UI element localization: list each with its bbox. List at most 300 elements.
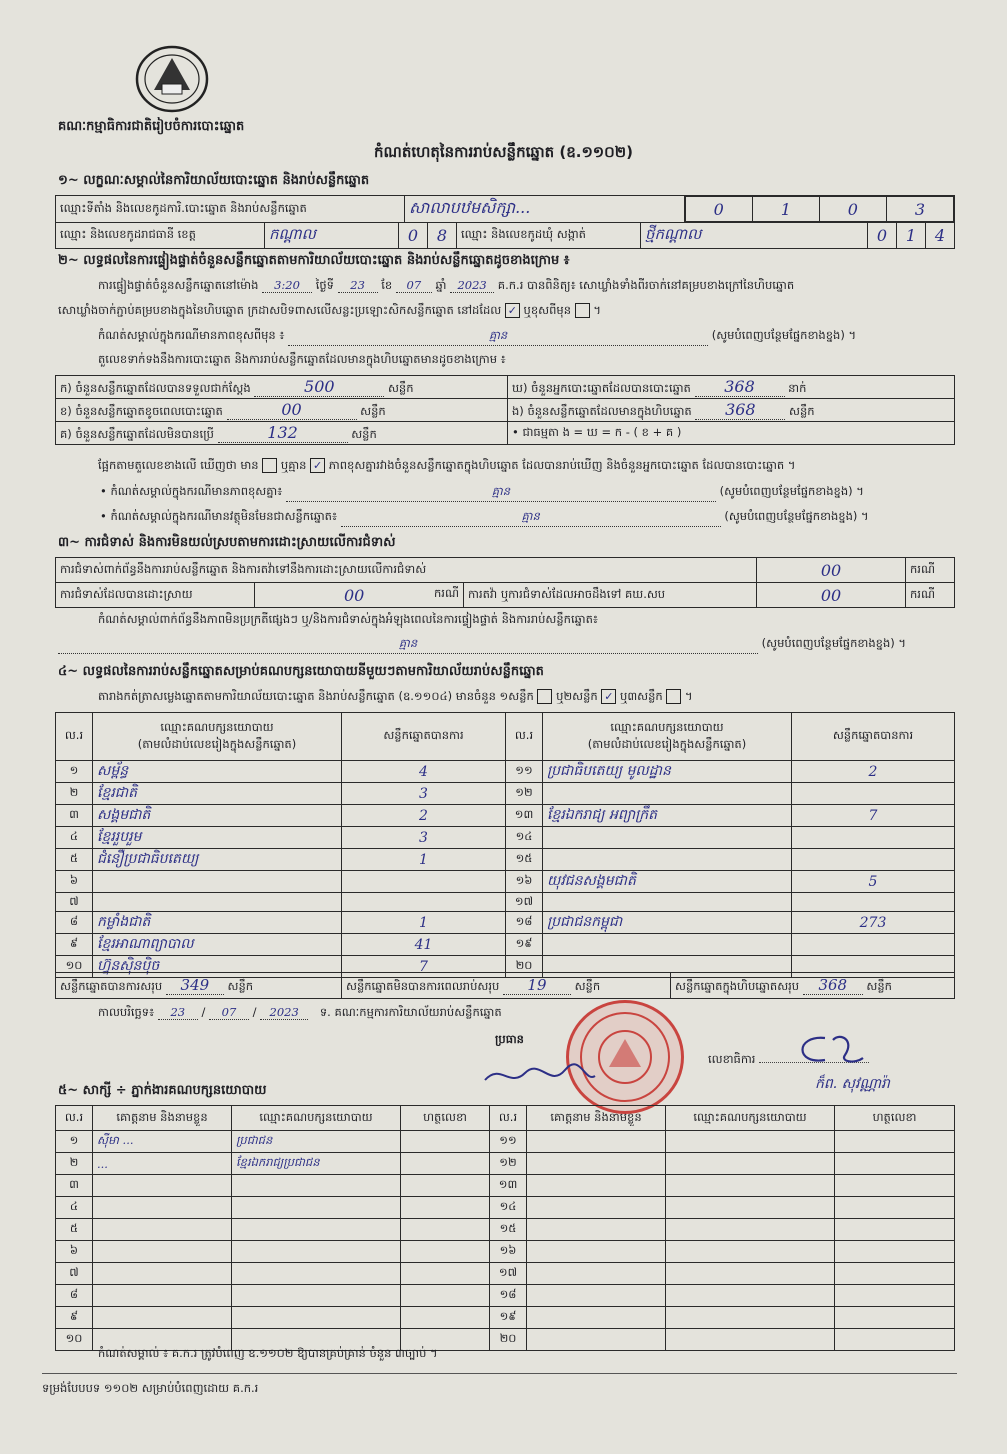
witness-name [93, 1219, 232, 1241]
witness-signature [401, 1219, 490, 1241]
place-code-digit: 0 [685, 197, 752, 222]
party-name: សង្គមជាតិ [93, 805, 342, 827]
witness-party [232, 1175, 401, 1197]
complaints-table [55, 557, 955, 608]
section4-heading: ៤~ លទ្ធផលនៃការរាប់សន្លឹកឆ្នោតសម្រាប់គណបក្សនយោបាយនីមួយៗតាមការិយាល័យរាប់សន្លឹកឆ្នោត [58, 664, 544, 679]
irregularity-note-label: កំណត់សម្គាល់ពាក់ព័ន្ធនឹងភាពមិនប្រក្រតីផ្សេងៗ ឬ/និងការជំទាស់ក្នុងអំឡុងពេលនៃការផ្ទៀងផ្ទាត់ និងការរាប់សន្លឹកឆ្នោត៖ [98, 612, 598, 626]
count-unit: សន្លឹក [789, 403, 815, 418]
count-value: 132 [218, 423, 348, 443]
secretary-label: លេខាធិការ [708, 1052, 756, 1066]
two-sheets-checkbox[interactable]: ✓ [601, 689, 616, 704]
witness-party [232, 1307, 401, 1329]
witness-no: ១០ [56, 1329, 93, 1351]
witness-name [93, 1263, 232, 1285]
chair-label: ប្រធាន [495, 1032, 524, 1046]
invalid-total-label: សន្លឹកឆ្នោតមិនបានការពេលរាប់សរុប [346, 978, 500, 993]
ballot-box-total-value: 368 [803, 976, 863, 995]
col-sign: ហត្ថលេខា [835, 1106, 955, 1131]
signing-date-line: កាលបរិច្ឆេទ៖ 23 / 07 / 2023 ទ. គណៈកម្មការការិយាល័យរាប់សន្លឹកឆ្នោត [98, 1005, 502, 1019]
resolved-unit: ករណី [434, 585, 459, 600]
party-name: ខ្មែរឯករាជ្យ អព្យាក្រឹត [543, 805, 792, 827]
col-party: ឈ្មោះគណបក្សនយោបាយ [666, 1106, 835, 1131]
difference-note-value: គ្មាន [288, 328, 708, 346]
one-sheet-checkbox[interactable] [537, 689, 552, 704]
valid-total-label: សន្លឹកឆ្នោតបានការសរុប [60, 978, 163, 993]
party-name [93, 871, 342, 893]
witness-signature [401, 1263, 490, 1285]
witness-no: ១៥ [490, 1219, 527, 1241]
commune-code-digit: 4 [926, 223, 955, 249]
section1-heading: ១~ លក្ខណៈសម្គាល់នៃការិយាល័យបោះឆ្នោត និងរាប់សន្លឹកឆ្នោត [58, 173, 370, 188]
witness-row [56, 1241, 955, 1263]
witness-name: ... [93, 1153, 232, 1175]
witness-party [666, 1329, 835, 1351]
witness-name [527, 1153, 666, 1175]
witness-name [93, 1241, 232, 1263]
difference-none-checkbox[interactable]: ✓ [310, 458, 325, 473]
place-label: ឈ្មោះទីតាំង និងលេខកូដការិ.បោះឆ្នោត និងរាប់សន្លឹកឆ្នោត [56, 196, 405, 223]
witness-no: ៨ [56, 1285, 93, 1307]
seal-check-text: គ.ក.រ បានពិនិត្យ៖ សោឃ្លាំងទាំងពីរចាក់នៅគម្របខាងក្រៅនៃហិបឆ្នោត [497, 278, 795, 292]
party-no: ៦ [56, 871, 93, 893]
appeal-label: ការតវ៉ា ឬការជំទាស់ដែលអាចដឹងទៅ គឃ.សប [464, 583, 757, 608]
count-unit: សន្លឹក [360, 403, 386, 418]
committee-label: ទ. គណៈកម្មការការិយាល័យរាប់សន្លឹកឆ្នោត [319, 1005, 502, 1019]
fill-more-note: (សូមបំពេញបន្ថែមផ្នែកខាងខ្នង) ។ [761, 636, 906, 650]
witness-row [56, 1131, 955, 1153]
party-votes [342, 871, 506, 893]
col-party [93, 713, 342, 761]
date-year: 2023 [260, 1005, 308, 1020]
line-end: ។ [593, 303, 601, 317]
witness-name [527, 1197, 666, 1219]
witness-signature [401, 1285, 490, 1307]
witness-signature [835, 1131, 955, 1153]
complaints-label: ការជំទាស់ពាក់ព័ន្ធនឹងការរាប់សន្លឹកឆ្នោត និងការតវ៉ាទៅនឹងការដោះស្រាយលើការជំទាស់ [56, 558, 757, 583]
month-label: ខែ [381, 278, 393, 292]
party-no: ៣ [56, 805, 93, 827]
witness-no: ១១ [490, 1131, 527, 1153]
secretary-signature [785, 1030, 865, 1074]
bullet2-value: គ្មាន [341, 509, 721, 527]
witness-no: ២០ [490, 1329, 527, 1351]
party-votes: 5 [792, 871, 955, 893]
col-name: គោត្តនាម និងនាមខ្លួន [93, 1106, 232, 1131]
party-row [56, 783, 955, 805]
year-value: 2023 [450, 278, 494, 293]
province-code-digit: 8 [428, 223, 457, 249]
party-no: ១១ [506, 761, 543, 783]
witness-party [666, 1219, 835, 1241]
place-code-digit: 1 [752, 197, 819, 222]
appeal-unit: ករណី [906, 583, 955, 608]
witness-party [666, 1197, 835, 1219]
irregularity-note-line [58, 636, 950, 654]
witness-name [93, 1175, 232, 1197]
party-no: ១៨ [506, 912, 543, 934]
witness-name [93, 1285, 232, 1307]
place-code-digit: 0 [819, 197, 886, 222]
party-votes: 4 [342, 761, 506, 783]
unchanged-checkbox[interactable]: ✓ [505, 303, 520, 318]
count-label: ខ) ចំនួនសន្លឹកឆ្នោតខូចពេលបោះឆ្នោត [60, 403, 223, 418]
witness-name [527, 1329, 666, 1351]
count-value: 00 [227, 400, 357, 420]
bullet2-line [100, 509, 950, 527]
day-label: ថ្ងៃទី [315, 278, 334, 292]
party-no: ១២ [506, 783, 543, 805]
witness-party [232, 1263, 401, 1285]
fill-more-note: (សូមបំពេញបន្ថែមផ្នែកខាងខ្នង) ។ [724, 509, 869, 523]
witness-no: ១៧ [490, 1263, 527, 1285]
counts-row [56, 376, 955, 399]
appeal-value: 00 [757, 583, 906, 608]
witness-name [527, 1219, 666, 1241]
party-no: ៥ [56, 849, 93, 871]
party-votes [792, 893, 955, 912]
org-name: គណៈកម្មាធិការជាតិរៀបចំការបោះឆ្នោត [58, 119, 245, 134]
bullet2-label: • កំណត់សម្គាល់ក្នុងករណីមានវត្ថុមិនមែនជាសន្លឹកឆ្នោត៖ [100, 509, 338, 523]
witness-party [666, 1131, 835, 1153]
witness-name [527, 1285, 666, 1307]
witness-signature [835, 1263, 955, 1285]
col-no: ល.រ [506, 713, 543, 761]
count-value: 368 [695, 377, 785, 397]
commune-value: ថ្មីកណ្ដាល [641, 223, 868, 249]
witness-row [56, 1285, 955, 1307]
col-party: ឈ្មោះគណបក្សនយោបាយ [232, 1106, 401, 1131]
changed-label: ឬខុសពីមុន [523, 303, 571, 317]
witness-no: ៤ [56, 1197, 93, 1219]
count-value: 500 [254, 377, 384, 397]
col-name: គោត្តនាម និងនាមខ្លួន [527, 1106, 666, 1131]
province-code-digit: 0 [399, 223, 428, 249]
verification-time-line [98, 278, 794, 295]
party-name: ខ្មែររួបរួម [93, 827, 342, 849]
witness-signature [401, 1241, 490, 1263]
witness-party [666, 1241, 835, 1263]
witness-row [56, 1153, 955, 1175]
col-party-sub: (តាមលំដាប់លេខរៀងក្នុងសន្លឹកឆ្នោត) [137, 736, 297, 751]
witness-name [527, 1131, 666, 1153]
witness-signature [401, 1197, 490, 1219]
party-row [56, 912, 955, 934]
three-sheets-label: ឬ៣សន្លឹក [620, 689, 663, 703]
col-no: ល.រ [56, 713, 93, 761]
count-label: ឃ) ចំនួនអ្នកបោះឆ្នោតដែលបានបោះឆ្នោត [512, 380, 691, 395]
count-unit: នាក់ [788, 380, 807, 395]
three-sheets-checkbox[interactable] [666, 689, 681, 704]
witness-party [666, 1175, 835, 1197]
party-no: ១៧ [506, 893, 543, 912]
witness-name [527, 1307, 666, 1329]
year-label: ឆ្នាំ [435, 278, 447, 292]
party-row [56, 761, 955, 783]
col-no: ល.រ [56, 1106, 93, 1131]
count-label: ង) ចំនួនសន្លឹកឆ្នោតដែលមានក្នុងហិបឆ្នោត [512, 403, 692, 418]
witness-row [56, 1263, 955, 1285]
difference-yes-checkbox[interactable] [262, 458, 277, 473]
witness-party [232, 1197, 401, 1219]
footer-divider [42, 1373, 957, 1374]
witness-party [666, 1285, 835, 1307]
day-value: 23 [338, 278, 378, 293]
fill-more-note: (សូមបំពេញបន្ថែមផ្នែកខាងខ្នង) ។ [719, 484, 864, 498]
line-end: ។ [685, 689, 693, 703]
date-label: កាលបរិច្ឆេទ៖ [98, 1005, 155, 1019]
witness-signature [835, 1219, 955, 1241]
party-no: ១០ [56, 956, 93, 978]
party-votes: 1 [342, 912, 506, 934]
place-code-digit: 3 [886, 197, 953, 222]
section1-table-row2 [55, 222, 955, 249]
witness-signature [835, 1307, 955, 1329]
witness-signature [835, 1241, 955, 1263]
witness-party [666, 1153, 835, 1175]
unit: សន្លឹក [227, 978, 254, 993]
witness-signature [835, 1197, 955, 1219]
col-party-sub: (តាមលំដាប់លេខរៀងក្នុងសន្លឹកឆ្នោត) [587, 736, 747, 751]
col-party-title: ឈ្មោះគណបក្សនយោបាយ [160, 719, 274, 734]
party-name: ប្រជាធិបតេយ្យ មូលដ្ឋាន [543, 761, 792, 783]
party-no: ២០ [506, 956, 543, 978]
party-row [56, 827, 955, 849]
compare-text: ផ្អែកតាមតួលេខខាងលើ ឃើញថា មាន [98, 458, 259, 472]
col-no: ល.រ [490, 1106, 527, 1131]
party-no: ១៦ [506, 871, 543, 893]
changed-checkbox[interactable] [575, 303, 590, 318]
party-no: ១៤ [506, 827, 543, 849]
bullet1-label: • កំណត់សម្គាល់ក្នុងករណីមានភាពខុសគ្នា៖ [100, 484, 283, 498]
party-votes [342, 893, 506, 912]
party-no: ៨ [56, 912, 93, 934]
witness-no: ៧ [56, 1263, 93, 1285]
witness-name [527, 1175, 666, 1197]
counts-table [55, 375, 955, 445]
witness-signature [401, 1131, 490, 1153]
sheet-count-line [98, 689, 693, 706]
party-no: ៤ [56, 827, 93, 849]
difference-note-label: កំណត់សម្គាល់ក្នុងករណីមានភាពខុសពីមុន ៖ [98, 328, 285, 342]
witness-no: ១៤ [490, 1197, 527, 1219]
witness-no: ៦ [56, 1241, 93, 1263]
party-name [543, 934, 792, 956]
complaints-unit: ករណី [906, 558, 955, 583]
party-name: យុវជនសង្គមជាតិ [543, 871, 792, 893]
chair-signature [480, 1058, 600, 1100]
party-votes: 273 [792, 912, 955, 934]
col-party-title: ឈ្មោះគណបក្សនយោបាយ [610, 719, 724, 734]
date-day: 23 [158, 1005, 198, 1020]
nec-logo [134, 44, 210, 114]
difference-note-line [98, 328, 948, 346]
witness-no: ១៦ [490, 1241, 527, 1263]
witness-signature [835, 1285, 955, 1307]
compare-rest: ភាពខុសគ្នារវាងចំនួនសន្លឹកឆ្នោតក្នុងហិបឆ្នោត ដែលបានរាប់ឃើញ និងចំនួនអ្នកបោះឆ្នោត ដែលបានបោះឆ្នោត ។ [328, 458, 796, 472]
party-votes: 3 [342, 827, 506, 849]
resolved-label: ការជំទាស់ដែលបានដោះស្រាយ [56, 583, 255, 608]
party-name: ជំនឿប្រជាធិបតេយ្យ [93, 849, 342, 871]
section2-heading: ២~ លទ្ធផលនៃការផ្ទៀងផ្ទាត់ចំនួនសន្លឹកឆ្នោតតាមការិយាល័យបោះឆ្នោត និងរាប់សន្លឹកឆ្នោតដូចខាងក្រោម ៖ [58, 253, 570, 268]
count-unit: សន្លឹក [351, 426, 377, 441]
witness-signature [835, 1329, 955, 1351]
party-name: ខ្មែរអាណាព្យាបាល [93, 934, 342, 956]
place-code [685, 196, 954, 222]
party-votes: 41 [342, 934, 506, 956]
witness-party: ខ្មែរឯករាជ្យប្រជាជន [232, 1153, 401, 1175]
witness-party [232, 1219, 401, 1241]
witness-party [232, 1241, 401, 1263]
time-text: ការផ្ទៀងផ្ទាត់ចំនួនសន្លឹកឆ្នោតនៅម៉ោង [98, 278, 259, 292]
col-votes: សន្លឹកឆ្នោតបានការ [792, 713, 955, 761]
party-no: ២ [56, 783, 93, 805]
party-votes: 2 [792, 761, 955, 783]
party-name [543, 783, 792, 805]
commune-code-digit: 0 [868, 223, 897, 249]
section3-heading: ៣~ ការជំទាស់ និងការមិនយល់ស្របតាមការដោះស្រាយលើការជំទាស់ [58, 535, 396, 550]
witness-name [93, 1197, 232, 1219]
witness-party [666, 1307, 835, 1329]
witness-signature [401, 1153, 490, 1175]
party-results-table [55, 712, 955, 978]
party-votes: 7 [792, 805, 955, 827]
complaints-value: 00 [757, 558, 906, 583]
resolved-value: 00 [344, 585, 365, 605]
seal-check-text2: សោឃ្លាំងចាក់ភ្ជាប់គម្របខាងក្នុងនៃហិបឆ្នោត ក្រដាសបិទពាសលើសន្លះប្រឡោះសិកសន្លឹកឆ្នោត នៅដដែល [58, 303, 502, 317]
witness-signature [835, 1153, 955, 1175]
irregularity-note-value: គ្មាន [58, 636, 758, 654]
commune-code-digit: 1 [897, 223, 926, 249]
province-label: ឈ្មោះ និងលេខកូដរាជធានី ខេត្ត [56, 223, 265, 249]
party-votes: 3 [342, 783, 506, 805]
party-name [543, 827, 792, 849]
witness-no: ៩ [56, 1307, 93, 1329]
col-votes: សន្លឹកឆ្នោតបានការ [342, 713, 506, 761]
bullet1-line [100, 484, 950, 502]
seal-check-line2 [58, 303, 601, 320]
witness-no: ៣ [56, 1175, 93, 1197]
witness-party [232, 1285, 401, 1307]
party-votes: 1 [342, 849, 506, 871]
witness-name [93, 1307, 232, 1329]
party-name [93, 893, 342, 912]
witness-signature [401, 1175, 490, 1197]
month-value: 07 [396, 278, 432, 293]
commune-label: ឈ្មោះ និងលេខកូដឃុំ សង្កាត់ [457, 223, 641, 249]
unit: សន្លឹក [866, 978, 892, 993]
section5-heading: ៥~ សាក្សី ÷ ភ្នាក់ងារគណបក្សនយោបាយ [58, 1083, 267, 1098]
col-party [543, 713, 792, 761]
party-name: សម្ព័ន្ធ [93, 761, 342, 783]
witness-signature [401, 1307, 490, 1329]
party-name: ហ្វ៊ុនស៊ិនប៉ិច [93, 956, 342, 978]
party-votes: 2 [342, 805, 506, 827]
date-month: 07 [209, 1005, 249, 1020]
province-value: កណ្ដាល [265, 223, 399, 249]
witness-signature [835, 1175, 955, 1197]
col-sign: ហត្ថលេខា [401, 1106, 490, 1131]
count-label: ក) ចំនួនសន្លឹកឆ្នោតដែលបានទទួលជាក់ស្ដែង [60, 380, 251, 395]
party-name: ខ្មែរជាតិ [93, 783, 342, 805]
invalid-total-value: 19 [503, 976, 571, 995]
witness-no: ១៩ [490, 1307, 527, 1329]
counts-intro: តួលេខទាក់ទងនឹងការបោះឆ្នោត និងការរាប់សន្លឹកឆ្នោតដែលមានក្នុងហិបឆ្នោតមានដូចខាងក្រោម ៖ [98, 352, 506, 366]
compare-none-label: ឬគ្មាន [280, 458, 307, 472]
party-votes: 7 [342, 956, 506, 978]
form-footer: ទម្រង់បែបបទ ១១០២ សម្រាប់បំពេញដោយ គ.ក.រ [42, 1381, 259, 1395]
count-value: 368 [695, 400, 785, 420]
time-value: 3:20 [262, 278, 312, 293]
party-no: ១៩ [506, 934, 543, 956]
witness-row [56, 1197, 955, 1219]
witness-no: ១៣ [490, 1175, 527, 1197]
party-votes [792, 934, 955, 956]
two-sheets-label: ឬ២សន្លឹក [556, 689, 598, 703]
fill-more-note: (សូមបំពេញបន្ថែមផ្នែកខាងខ្នង) ។ [711, 328, 857, 342]
party-name: ប្រជាជនកម្ពុជា [543, 912, 792, 934]
party-row [56, 893, 955, 912]
count-label: គ) ចំនួនសន្លឹកឆ្នោតដែលមិនបានប្រើ [60, 426, 214, 441]
witness-no: ៥ [56, 1219, 93, 1241]
page-title: កំណត់ហេតុនៃការរាប់សន្លឹកឆ្នោត (ឧ.១១០២) [373, 143, 633, 161]
witness-row [56, 1219, 955, 1241]
party-row [56, 805, 955, 827]
difference-compare-line [98, 458, 795, 475]
formula-note: • ជាធម្មតា ង = ឃ = ក - ( ខ + គ ) [508, 422, 955, 445]
party-votes [792, 827, 955, 849]
party-no: ១ [56, 761, 93, 783]
witness-name [527, 1241, 666, 1263]
party-votes [792, 783, 955, 805]
witness-party: ប្រជាជន [232, 1131, 401, 1153]
witness-no: ១ [56, 1131, 93, 1153]
valid-total-value: 349 [166, 976, 224, 995]
party-name: កម្លាំងជាតិ [93, 912, 342, 934]
count-unit: សន្លឹក [387, 380, 414, 395]
section1-table [55, 195, 955, 223]
unit: សន្លឹក [574, 978, 601, 993]
party-no: ១៣ [506, 805, 543, 827]
witness-name: ស៊ីមា ... [93, 1131, 232, 1153]
witness-no: ១៨ [490, 1285, 527, 1307]
place-value: សាលាបឋមសិក្សា... [405, 196, 685, 223]
witness-table [55, 1105, 955, 1351]
party-no: ១៥ [506, 849, 543, 871]
witness-name [527, 1263, 666, 1285]
ballot-box-total-label: សន្លឹកឆ្នោតក្នុងហិបឆ្នោតសរុប [675, 978, 800, 993]
witness-row [56, 1307, 955, 1329]
footer-note: កំណត់សម្គាល់ ៖ គ.ក.រ ត្រូវបំពេញ ឧ.១១០២ ឱ្យបានគ្រប់គ្រាន់ ចំនួន ៣ច្បាប់ ។ [98, 1346, 438, 1360]
party-no: ៩ [56, 934, 93, 956]
bullet1-value: គ្មាន [286, 484, 716, 502]
party-name [543, 893, 792, 912]
party-row [56, 871, 955, 893]
counts-row [56, 399, 955, 422]
party-row [56, 934, 955, 956]
party-row [56, 849, 955, 871]
party-votes [792, 849, 955, 871]
counts-row [56, 422, 955, 445]
party-name [543, 849, 792, 871]
witness-row [56, 1175, 955, 1197]
secretary-name: ក៏ព. សុវណ្ណារ៉ា [815, 1076, 890, 1092]
totals-row [55, 972, 955, 999]
party-no: ៧ [56, 893, 93, 912]
witness-party [666, 1263, 835, 1285]
witness-no: ១២ [490, 1153, 527, 1175]
sheet-count-text: តារាងកត់ត្រាសម្លេងឆ្នោតតាមការិយាល័យបោះឆ្នោត និងរាប់សន្លឹកឆ្នោត (ឧ.១១០៤) មានចំនួន ១សន្លឹក [98, 689, 534, 703]
witness-no: ២ [56, 1153, 93, 1175]
